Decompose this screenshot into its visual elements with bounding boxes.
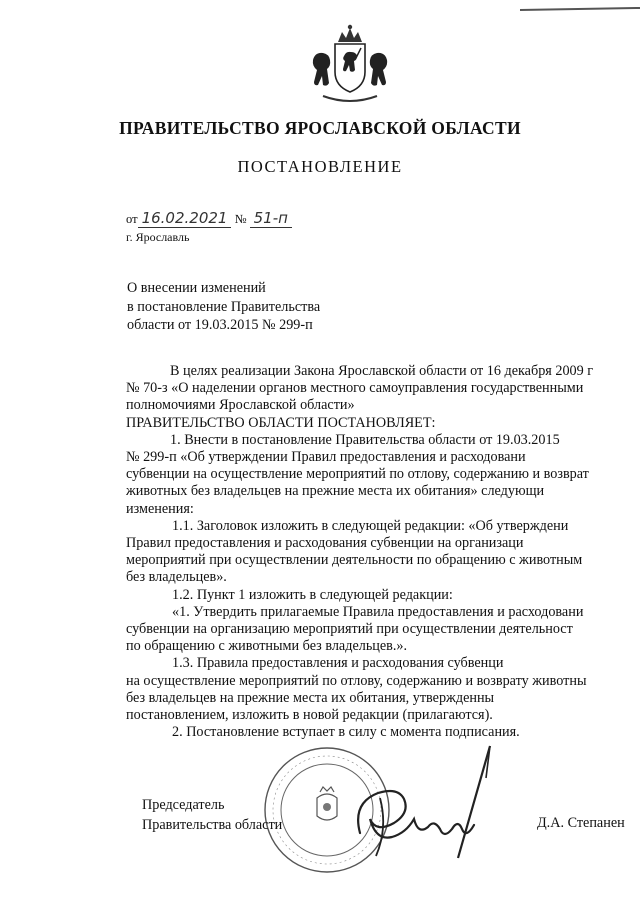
body-line: 1.3. Правила предоставления и расходования субвенци — [172, 655, 504, 672]
body-line: без владельцев на прежние места их обитания, утвержденны — [126, 689, 495, 706]
subject-block — [127, 279, 320, 335]
body-line: № 299-п «Об утверждении Правил предоставления и расходовани — [126, 449, 526, 466]
subject-line: области от 19.03.2015 № 299-п — [127, 317, 313, 333]
body-line: 1.1. Заголовок изложить в следующей редакции: «Об утверждени — [172, 517, 569, 534]
scan-artifact-line — [520, 7, 640, 11]
body-line: постановлением, изложить в новой редакции (прилагаются). — [126, 707, 493, 724]
body-line: В целях реализации Закона Ярославской области от 16 декабря 2009 г — [170, 363, 594, 379]
coat-of-arms-icon — [305, 20, 395, 110]
signature-icon — [340, 738, 510, 873]
body-line: субвенции на осуществление мероприятий по отлову, содержанию и возврат — [126, 466, 589, 483]
body-line: 1.2. Пункт 1 изложить в следующей редакции: — [172, 586, 453, 603]
subject-line: О внесении изменений — [127, 280, 266, 296]
document-type-title: ПОСТАНОВЛЕНИЕ — [237, 157, 403, 176]
body-line: Правил предоставления и расходования субвенции на организаци — [126, 535, 524, 552]
signer-position-line: Правительства области — [142, 817, 283, 833]
body-line: субвенции на организацию мероприятий при осуществлении деятельност — [126, 621, 573, 638]
body-line: по обращению с животными без владельцев.». — [126, 638, 408, 655]
body-line: на осуществление мероприятий по отлову, содержанию и возврату животны — [126, 672, 587, 689]
handwritten-number: 51-п — [250, 209, 292, 228]
date-prefix: от — [126, 212, 138, 226]
body-line: изменения: — [126, 500, 194, 517]
date-number-row — [126, 209, 292, 227]
body-line: без владельцев». — [126, 569, 227, 586]
signer-position-line: Председатель — [142, 797, 225, 813]
number-prefix: № — [234, 212, 247, 226]
body-line: мероприятий при осуществлении деятельности по обращению с животным — [126, 552, 583, 569]
government-title: ПРАВИТЕЛЬСТВО ЯРОСЛАВСКОЙ ОБЛАСТИ — [119, 118, 521, 138]
body-line: животных без владельцев на прежние места их обитания» следующи — [126, 483, 545, 500]
signer-name: Д.А. Степанен — [537, 815, 625, 831]
document-body — [126, 363, 640, 741]
signer-position — [142, 795, 282, 835]
body-line: № 70-з «О наделении органов местного самоуправления государственными — [126, 380, 584, 397]
body-line: «1. Утвердить прилагаемые Правила предоставления и расходовани — [172, 603, 584, 620]
handwritten-date: 16.02.2021 — [138, 209, 232, 228]
body-line: 1. Внести в постановление Правительства области от 19.03.2015 — [170, 431, 560, 448]
decree-heading: ПРАВИТЕЛЬСТВО ОБЛАСТИ ПОСТАНОВЛЯЕТ: — [126, 414, 436, 431]
city-label: г. Ярославль — [126, 230, 190, 244]
body-line: полномочиями Ярославской области» — [126, 397, 355, 414]
body-line: 2. Постановление вступает в силу с момента подписания. — [172, 724, 520, 741]
subject-line: в постановление Правительства — [127, 298, 321, 315]
